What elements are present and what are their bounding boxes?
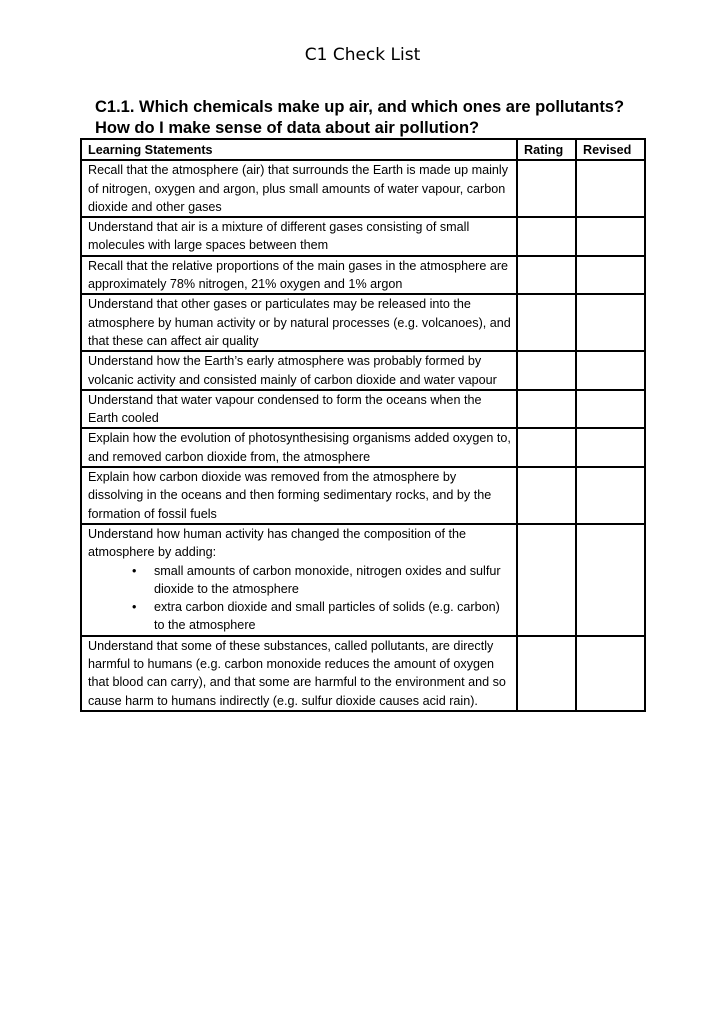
table-row [81, 390, 645, 429]
statement-cell: Explain how the evolution of photosynthesising organisms added oxygen to, and removed carbon dioxide from, the atmosphere [81, 428, 517, 467]
rating-cell[interactable] [517, 217, 576, 256]
rating-cell[interactable] [517, 256, 576, 295]
revised-cell[interactable] [576, 390, 645, 429]
table-row [81, 294, 645, 351]
header-learning-statements: Learning Statements [81, 139, 517, 160]
bullet-item [88, 562, 511, 599]
statement-cell: Understand that water vapour condensed to form the oceans when the Earth cooled [81, 390, 517, 429]
revised-cell[interactable] [576, 217, 645, 256]
section-heading [95, 97, 695, 139]
revised-cell[interactable] [576, 160, 645, 217]
statement-cell: Understand how the Earth’s early atmosphere was probably formed by volcanic activity and consisted mainly of carbon dioxide and water vapour [81, 351, 517, 390]
rating-cell[interactable] [517, 428, 576, 467]
statement-cell: Understand that other gases or particulates may be released into the atmosphere by human activity or by natural processes (e.g. volcanoes), and that these can affect air quality [81, 294, 517, 351]
table-header-row [81, 139, 645, 160]
rating-cell[interactable] [517, 160, 576, 217]
rating-cell[interactable] [517, 351, 576, 390]
table-row [81, 636, 645, 711]
header-revised: Revised [576, 139, 645, 160]
table-row [81, 428, 645, 467]
statement-text: Understand how human activity has changed the composition of the atmosphere by adding: [88, 526, 467, 560]
statement-cell: Understand that some of these substances, called pollutants, are directly harmful to humans (e.g. carbon monoxide reduces the amount of oxygen that blood can carry), and that some are harmful to the environment and so cause harm to humans indirectly (e.g. sulfur dioxide causes acid rain). [81, 636, 517, 711]
bullet-icon: • [132, 563, 137, 578]
statement-cell: Recall that the relative proportions of the main gases in the atmosphere are approximately 78% nitrogen, 21% oxygen and 1% argon [81, 256, 517, 295]
header-rating: Rating [517, 139, 576, 160]
table-row [81, 256, 645, 295]
revised-cell[interactable] [576, 636, 645, 711]
revised-cell[interactable] [576, 256, 645, 295]
rating-cell[interactable] [517, 636, 576, 711]
heading-line-2: How do I make sense of data about air pollution? [95, 119, 480, 137]
table-row [81, 467, 645, 524]
rating-cell[interactable] [517, 294, 576, 351]
bullet-text: small amounts of carbon monoxide, nitrogen oxides and sulfur dioxide to the atmosphere [154, 563, 501, 596]
table-row [81, 160, 645, 217]
table-row [81, 217, 645, 256]
revised-cell[interactable] [576, 351, 645, 390]
statement-cell: Explain how carbon dioxide was removed from the atmosphere by dissolving in the oceans and then forming sedimentary rocks, and by the formation of fossil fuels [81, 467, 517, 524]
rating-cell[interactable] [517, 390, 576, 429]
bullet-icon: • [132, 600, 137, 615]
table-row [81, 351, 645, 390]
checklist-table [80, 138, 646, 712]
statement-cell: Understand that air is a mixture of different gases consisting of small molecules with large spaces between them [81, 217, 517, 256]
bullet-text: extra carbon dioxide and small particles of solids (e.g. carbon) to the atmosphere [154, 600, 500, 633]
bullet-list [88, 562, 511, 635]
revised-cell[interactable] [576, 428, 645, 467]
revised-cell[interactable] [576, 524, 645, 636]
bullet-item [88, 598, 511, 635]
revised-cell[interactable] [576, 467, 645, 524]
document-title: C1 Check List [304, 45, 421, 65]
statement-cell [81, 524, 517, 636]
heading-line-1: C1.1. Which chemicals make up air, and which ones are pollutants? [95, 98, 625, 116]
rating-cell[interactable] [517, 524, 576, 636]
rating-cell[interactable] [517, 467, 576, 524]
table-row [81, 524, 645, 636]
revised-cell[interactable] [576, 294, 645, 351]
statement-cell: Recall that the atmosphere (air) that surrounds the Earth is made up mainly of nitrogen, oxygen and argon, plus small amounts of water vapour, carbon dioxide and other gases [81, 160, 517, 217]
